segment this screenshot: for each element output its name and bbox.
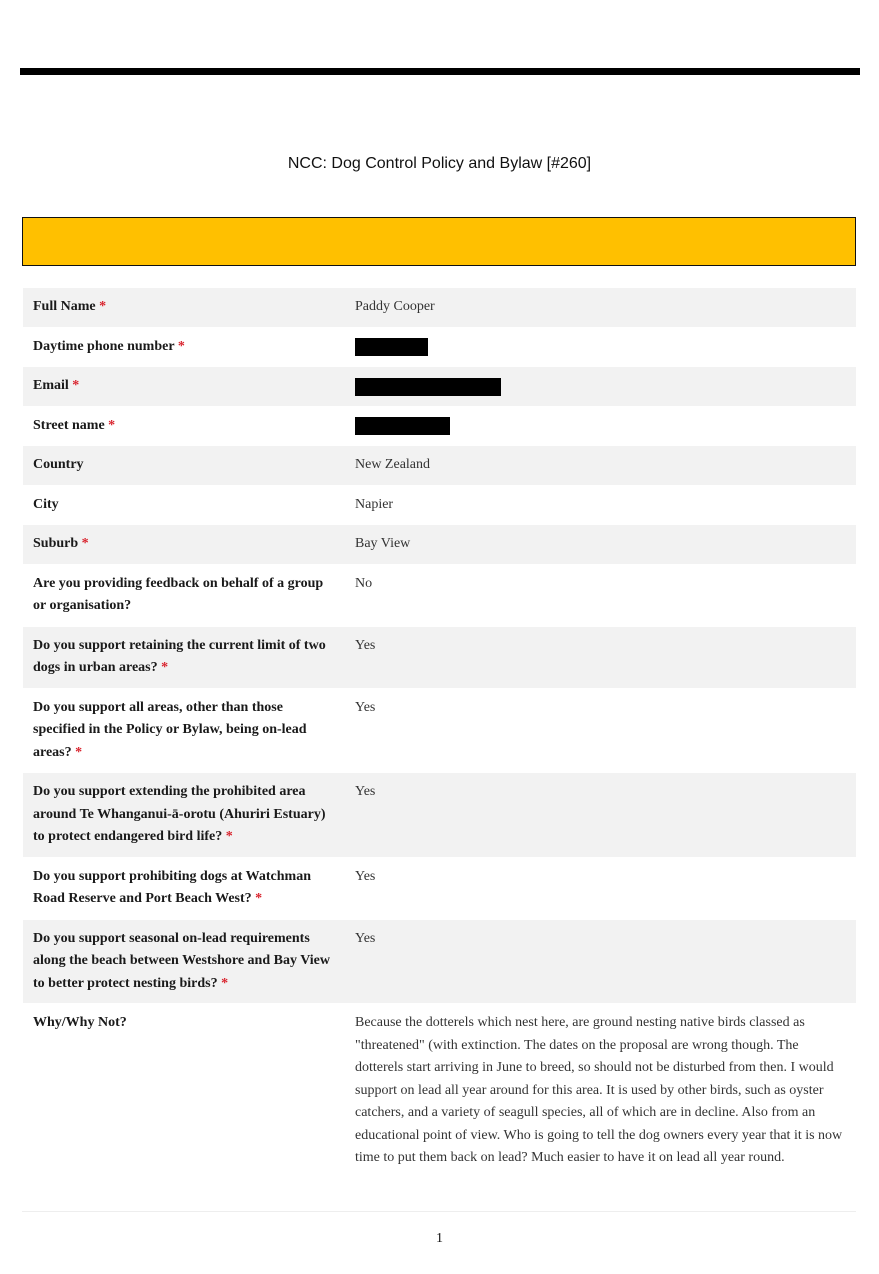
field-label: City xyxy=(23,485,343,525)
field-label: Daytime phone number * xyxy=(23,327,343,367)
field-value: Because the dotterels which nest here, are ground nesting native birds classed as "threatened" (with extinction. The dates on the proposal are wrong though. The dotterels start arriving in June to breed, so should not be disturbed from then. I would support on lead all year around for this area. It is used by other birds, such as oyster catchers, and a variety of seagull species, all of which are in decline. Also from an educational point of view. Who is going to tell the dog owners every year that it is now time to put them back on lead? Much easier to have it on lead all year round. xyxy=(343,1004,856,1179)
field-label: Country xyxy=(23,446,343,486)
required-marker: * xyxy=(221,975,229,991)
required-marker: * xyxy=(161,660,169,675)
field-row-suburb xyxy=(23,525,856,565)
field-label: Do you support seasonal on-lead requirements along the beach between Westshore and Bay View to better protect nesting birds? * xyxy=(23,919,343,1004)
field-row-full-name xyxy=(23,288,856,327)
field-label: Street name * xyxy=(23,406,343,446)
field-value: Napier xyxy=(343,485,856,525)
field-row-why xyxy=(23,1004,856,1179)
field-value: New Zealand xyxy=(343,446,856,486)
header-banner xyxy=(22,217,856,266)
page-number: 1 xyxy=(436,1231,443,1246)
field-label: Do you support extending the prohibited area around Te Whanganui-ā-orotu (Ahuriri Estuary) to protect endangered bird life? * xyxy=(23,773,343,858)
field-row-two-dogs xyxy=(23,626,856,688)
page-title: NCC: Dog Control Policy and Bylaw [#260] xyxy=(287,155,592,172)
required-marker: * xyxy=(81,536,89,551)
submission-table xyxy=(23,288,856,1179)
field-value: Paddy Cooper xyxy=(343,288,856,327)
footer-divider xyxy=(22,1211,856,1212)
required-marker: * xyxy=(225,829,233,844)
field-value: No xyxy=(343,564,856,626)
redaction-block xyxy=(355,417,450,435)
field-label: Why/Why Not? xyxy=(23,1004,343,1179)
field-row-phone xyxy=(23,327,856,367)
field-row-on-lead-areas xyxy=(23,688,856,773)
required-marker: * xyxy=(75,744,83,760)
required-marker: * xyxy=(177,338,185,354)
field-value: Yes xyxy=(343,626,856,688)
field-row-watchman-road xyxy=(23,857,856,919)
field-row-estuary xyxy=(23,773,856,858)
required-marker: * xyxy=(99,299,107,314)
field-label: Email * xyxy=(23,367,343,407)
redaction-block xyxy=(355,378,501,396)
field-label: Suburb * xyxy=(23,525,343,565)
field-value: Yes xyxy=(343,857,856,919)
field-label: Are you providing feedback on behalf of a group or organisation? xyxy=(23,564,343,626)
required-marker: * xyxy=(108,417,116,433)
field-value: Yes xyxy=(343,919,856,1004)
field-label: Do you support retaining the current limit of two dogs in urban areas? * xyxy=(23,626,343,688)
field-value: Yes xyxy=(343,773,856,858)
field-row-street xyxy=(23,406,856,446)
field-value: Yes xyxy=(343,688,856,773)
field-label: Do you support all areas, other than those specified in the Policy or Bylaw, being on-lead areas? * xyxy=(23,688,343,773)
field-row-city xyxy=(23,485,856,525)
field-row-email xyxy=(23,367,856,407)
field-row-seasonal xyxy=(23,919,856,1004)
field-label: Full Name * xyxy=(23,288,343,327)
redaction-block xyxy=(355,338,428,356)
field-value: Bay View xyxy=(343,525,856,565)
field-label: Do you support prohibiting dogs at Watchman Road Reserve and Port Beach West? * xyxy=(23,857,343,919)
required-marker: * xyxy=(72,378,80,393)
field-row-country xyxy=(23,446,856,486)
field-row-group xyxy=(23,564,856,626)
required-marker: * xyxy=(255,891,263,906)
header-rule xyxy=(20,68,860,75)
